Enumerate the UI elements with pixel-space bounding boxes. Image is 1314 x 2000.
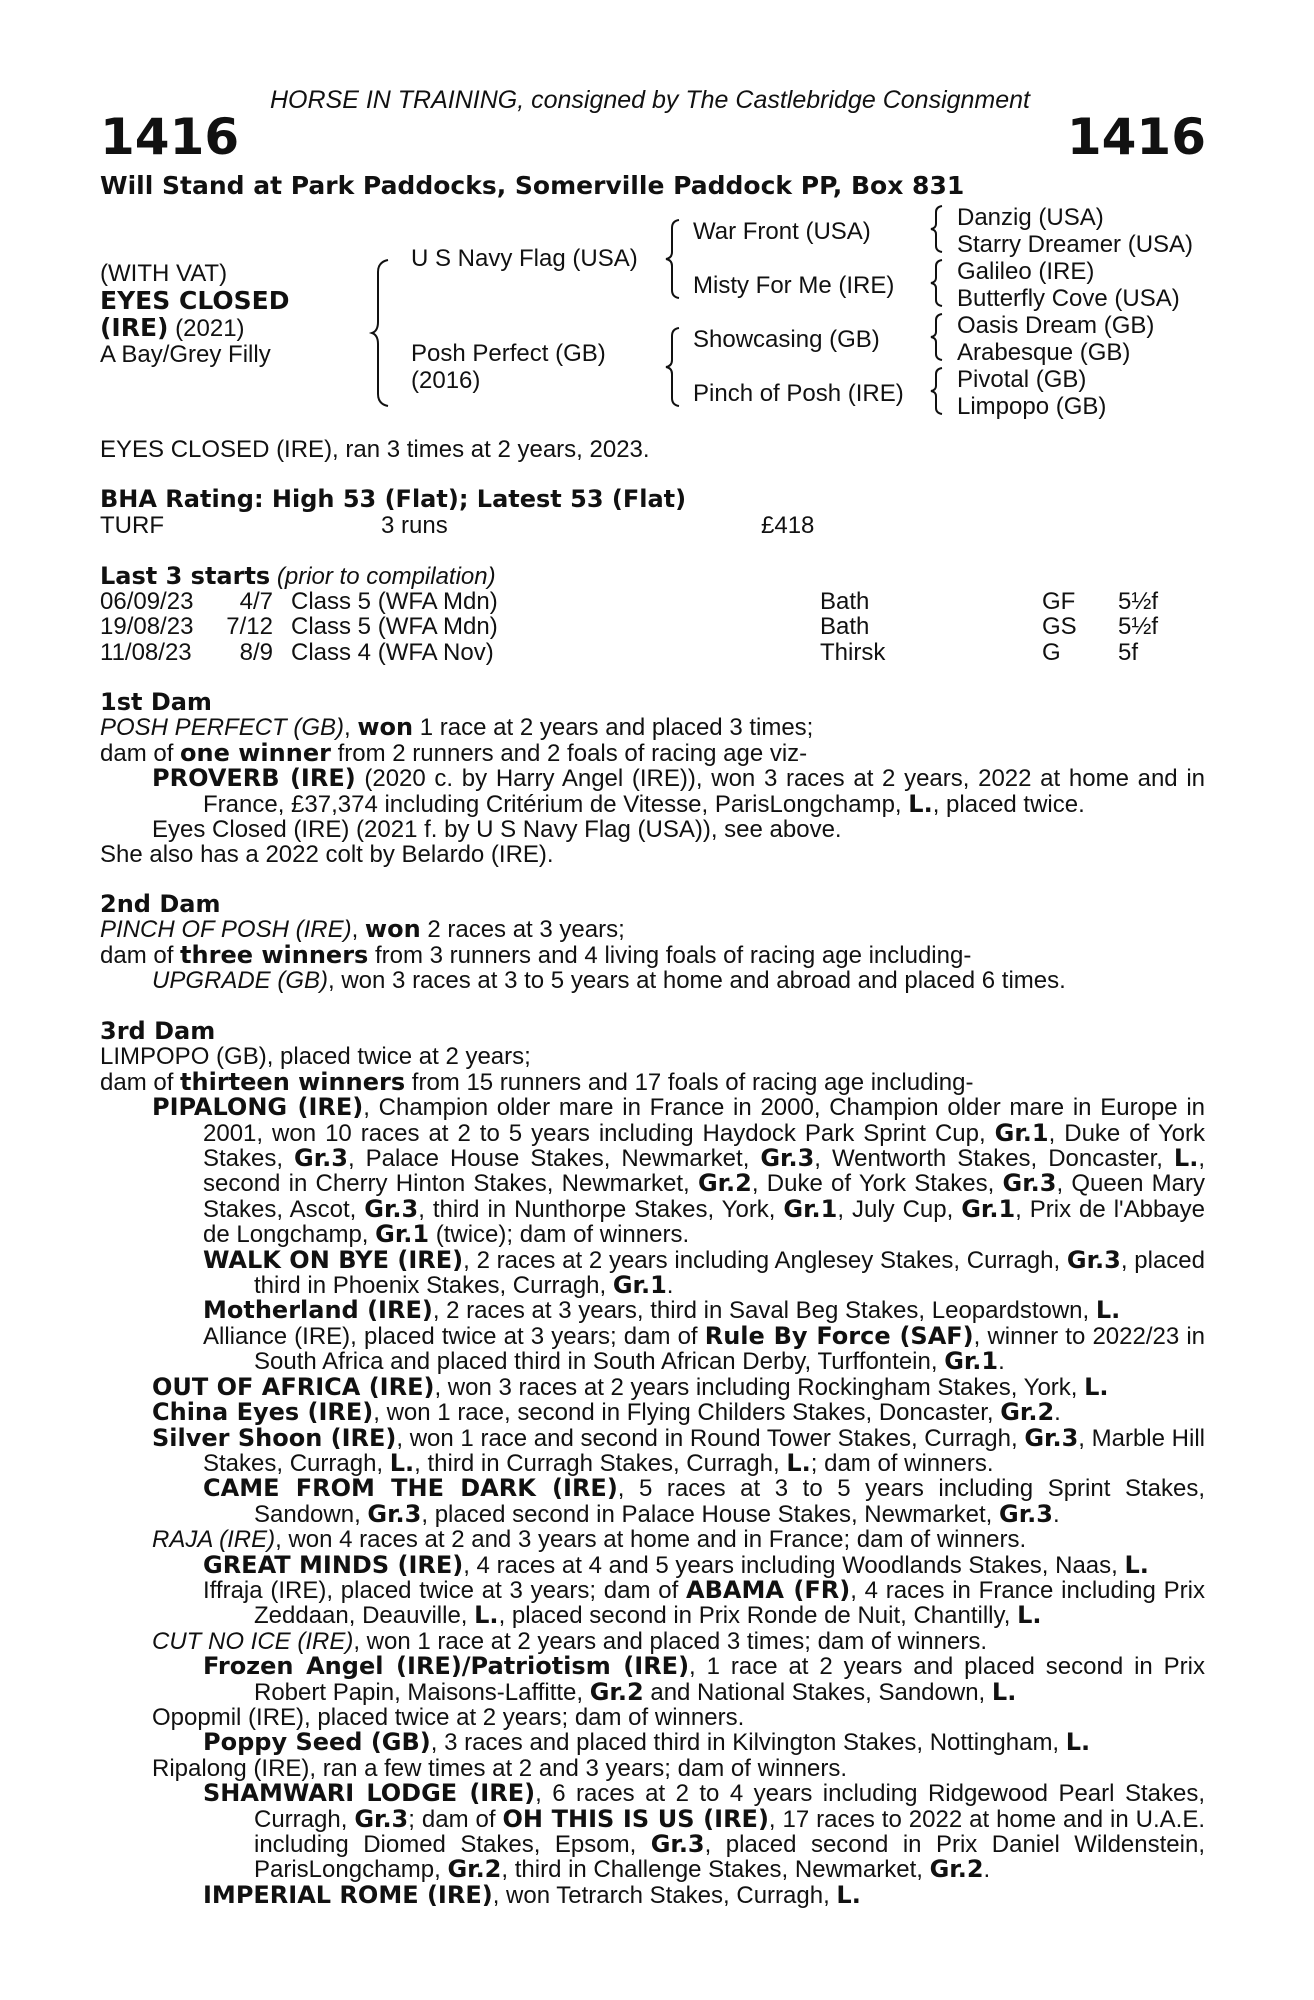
dam-name: Posh Perfect (GB) — [411, 340, 606, 367]
produce-cut-no-ice: CUT NO ICE (IRE), won 1 race at 2 years and placed 3 times; dam of winners. — [152, 1627, 987, 1655]
start-course: Bath — [820, 588, 870, 615]
sire-name: U S Navy Flag (USA) — [411, 245, 638, 272]
produce-china-eyes: China Eyes (IRE), won 1 race, second in Flying Childers Stakes, Doncaster, Gr.2. — [152, 1398, 1061, 1427]
sire-sire: War Front (USA) — [693, 218, 871, 245]
third-dam-produce-line: dam of thirteen winners from 15 runners and 17 foals of racing age including- — [100, 1067, 974, 1096]
start-going: GS — [1042, 613, 1077, 640]
produce-out-of-africa: OUT OF AFRICA (IRE), won 3 races at 2 years including Rockingham Stakes, York, L. — [152, 1372, 1109, 1401]
pedigree-brace-gen3-2 — [930, 258, 944, 308]
start-class: Class 5 (WFA Mdn) — [291, 588, 498, 615]
gen3-ssd: Starry Dreamer (USA) — [957, 231, 1194, 258]
lot-number-left: 1416 — [100, 108, 240, 166]
vat-label: (WITH VAT) — [100, 260, 228, 287]
last-starts-heading: Last 3 starts (prior to compilation) — [100, 562, 496, 590]
start-position: 7/12 — [226, 613, 273, 640]
produce-proverb: PROVERB (IRE) (2020 c. by Harry Angel (IRE)), won 3 races at 2 years, 2022 at home and in France, £37,374 including Critérium de Vitesse, ParisLongchamp, L., placed twice. — [152, 764, 1205, 818]
pedigree-brace-gen3-3 — [930, 312, 944, 362]
second-dam-section — [100, 892, 1205, 994]
consignment-line: HORSE IN TRAINING, consigned by The Castlebridge Consignment — [269, 86, 1031, 114]
produce-raja: RAJA (IRE), won 4 races at 2 and 3 years at home and in France; dam of winners. — [152, 1526, 1027, 1554]
produce-frozen-angel: Frozen Angel (IRE)/Patriotism (IRE), 1 race at 2 years and placed second in Prix Robert Papin, Maisons-Laffitte, Gr.2 and National Stakes, Sandown, L. — [203, 1652, 1205, 1706]
produce-great-minds: GREAT MINDS (IRE), 4 races at 4 and 5 years including Woodlands Stakes, Naas, L. — [203, 1550, 1149, 1579]
produce-opopmil: Opopmil (IRE), placed twice at 2 years; dam of winners. — [152, 1703, 745, 1731]
first-dam-produce-line: dam of one winner from 2 runners and 2 foals of racing age viz- — [100, 738, 808, 767]
start-date: 11/08/23 — [100, 639, 192, 666]
produce-note: She also has a 2022 colt by Belardo (IRE). — [100, 841, 554, 869]
second-dam-produce-line: dam of three winners from 3 runners and 4 living foals of racing age including- — [100, 940, 972, 969]
start-going: G — [1042, 639, 1061, 666]
gen3-sds: Galileo (IRE) — [957, 258, 1095, 285]
produce-ripalong: Ripalong (IRE), ran a few times at 2 and 3 years; dam of winners. — [152, 1754, 847, 1782]
produce-silver-shoon: Silver Shoon (IRE), won 1 race and second in Round Tower Stakes, Curragh, Gr.3, Marble Hill Stakes, Curragh, L., third in Curragh Stakes, Curragh, L.; dam of winners. — [152, 1423, 1205, 1477]
pedigree-brace-sire — [665, 218, 681, 300]
first-dam-section — [100, 690, 1205, 868]
dam-sire: Showcasing (GB) — [693, 326, 880, 353]
lot-number-right: 1416 — [1066, 108, 1206, 166]
second-dam-heading: 2nd Dam — [100, 890, 221, 918]
rating-earnings: £418 — [761, 512, 815, 539]
pedigree-brace-main — [372, 258, 392, 408]
horse-description: A Bay/Grey Filly — [100, 341, 271, 368]
start-distance: 5½f — [1118, 588, 1159, 615]
produce-came-from-the-dark: CAME FROM THE DARK (IRE), 5 races at 3 to 5 years including Sprint Stakes, Sandown, Gr.3, placed second in Palace House Stakes, Newmarket, Gr.3. — [203, 1474, 1206, 1528]
produce-upgrade: UPGRADE (GB), won 3 races at 3 to 5 years at home and abroad and placed 6 times. — [152, 967, 1066, 995]
second-dam-line: PINCH OF POSH (IRE), won 2 races at 3 years; — [100, 915, 625, 944]
produce-iffraja: Iffraja (IRE), placed twice at 3 years; dam of ABAMA (FR), 4 races in France including Prix Zeddaan, Deauville, L., placed second in Prix Ronde de Nuit, Chantilly, L. — [203, 1575, 1205, 1630]
produce-imperial-rome: IMPERIAL ROME (IRE), won Tetrarch Stakes, Curragh, L. — [203, 1880, 861, 1909]
pedigree-brace-gen3-4 — [930, 366, 944, 416]
gen3-dss: Oasis Dream (GB) — [957, 312, 1155, 339]
produce-motherland: Motherland (IRE), 2 races at 3 years, third in Saval Beg Stakes, Leopardstown, L. — [203, 1296, 1121, 1325]
first-dam-heading: 1st Dam — [100, 688, 212, 716]
start-position: 8/9 — [239, 639, 273, 666]
pedigree-brace-gen3-1 — [930, 204, 944, 254]
start-course: Thirsk — [820, 639, 886, 666]
third-dam-heading: 3rd Dam — [100, 1017, 216, 1045]
stand-location: Will Stand at Park Paddocks, Somerville Paddock PP, Box 831 — [100, 171, 965, 200]
third-dam-line: LIMPOPO (GB), placed twice at 2 years; — [100, 1043, 531, 1071]
gen3-sdd: Butterfly Cove (USA) — [957, 285, 1180, 312]
race-summary: EYES CLOSED (IRE), ran 3 times at 2 years, 2023. — [100, 436, 650, 463]
start-date: 19/08/23 — [100, 613, 194, 640]
bha-rating-heading: BHA Rating: High 53 (Flat); Latest 53 (Flat) — [100, 485, 687, 513]
start-going: GF — [1042, 588, 1076, 615]
gen3-sss: Danzig (USA) — [957, 204, 1104, 231]
produce-alliance: Alliance (IRE), placed twice at 3 years; dam of Rule By Force (SAF), winner to 2022/23 in South Africa and placed third in South African Derby, Turffontein, Gr.1. — [203, 1321, 1206, 1376]
start-distance: 5½f — [1118, 613, 1159, 640]
third-dam-section — [100, 1019, 1205, 1908]
pedigree-brace-dam — [665, 326, 681, 408]
rating-surface: TURF — [100, 512, 164, 539]
first-dam-line: POSH PERFECT (GB), won 1 race at 2 years and placed 3 times; — [100, 713, 814, 742]
start-class: Class 4 (WFA Nov) — [291, 639, 494, 666]
produce-eyes-closed: Eyes Closed (IRE) (2021 f. by U S Navy Flag (USA)), see above. — [152, 816, 842, 844]
start-class: Class 5 (WFA Mdn) — [291, 613, 498, 640]
horse-name-suffix: (IRE) (2021) — [100, 313, 245, 342]
start-course: Bath — [820, 613, 870, 640]
produce-walk-on-bye: WALK ON BYE (IRE), 2 races at 2 years including Anglesey Stakes, Curragh, Gr.3, placed third in Phoenix Stakes, Curragh, Gr.1. — [203, 1245, 1205, 1300]
start-position: 4/7 — [239, 588, 273, 615]
produce-pipalong: PIPALONG (IRE), Champion older mare in France in 2000, Champion older mare in Europe in 2001, won 10 races at 2 to 5 years including Haydock Park Sprint Cup, Gr.1, Duke of York Stakes, Gr.3, Palace House Stakes, Newmarket, Gr.3, Wentworth Stakes, Doncaster, L., second in Cherry Hinton Stakes, Newmarket, Gr.2, Duke of York Stakes, Gr.3, Queen Mary Stakes, Ascot, Gr.3, third in Nunthorpe Stakes, York, Gr.1, July Cup, Gr.1, Prix de l'Abbaye de Longchamp, Gr.1 (twice); dam of winners. — [152, 1093, 1206, 1249]
rating-runs: 3 runs — [381, 512, 448, 539]
dam-dam: Pinch of Posh (IRE) — [693, 380, 904, 407]
dam-year: (2016) — [411, 367, 481, 394]
gen3-ddd: Limpopo (GB) — [957, 393, 1107, 420]
horse-name: EYES CLOSED — [100, 286, 290, 315]
gen3-dsd: Arabesque (GB) — [957, 339, 1131, 366]
sire-dam: Misty For Me (IRE) — [693, 272, 895, 299]
produce-shamwari-lodge: SHAMWARI LODGE (IRE), 6 races at 2 to 4 years including Ridgewood Pearl Stakes, Curragh, Gr.3; dam of OH THIS IS US (IRE), 17 races to 2022 at home and in U.A.E. including Diomed Stakes, Epsom, Gr.3, placed second in Prix Daniel Wildenstein, ParisLongchamp, Gr.2, third in Challenge Stakes, Newmarket, Gr.2. — [203, 1779, 1206, 1884]
gen3-dds: Pivotal (GB) — [957, 366, 1087, 393]
produce-poppy-seed: Poppy Seed (GB), 3 races and placed third in Kilvington Stakes, Nottingham, L. — [203, 1728, 1091, 1757]
start-distance: 5f — [1118, 639, 1139, 666]
start-date: 06/09/23 — [100, 588, 194, 615]
